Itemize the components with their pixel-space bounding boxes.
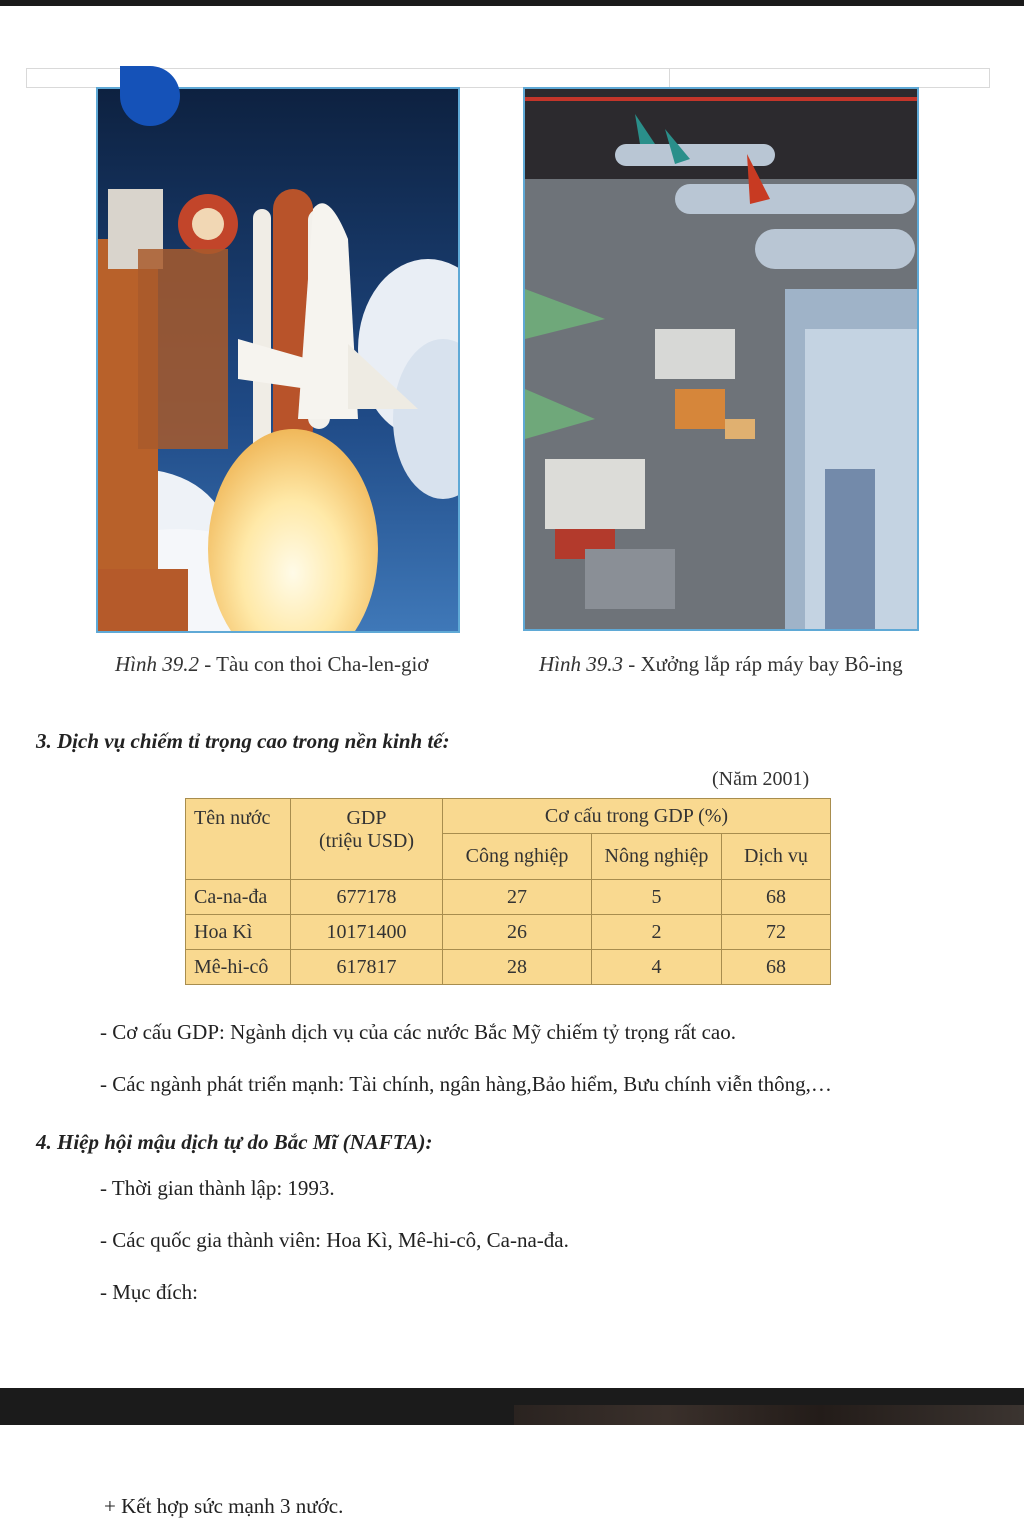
- cell-gdp: 677178: [291, 880, 443, 915]
- section-4-bullet-2: - Các quốc gia thành viên: Hoa Kì, Mê-hi-cô, Ca-na-đa.: [100, 1228, 569, 1252]
- cell-agriculture: 4: [592, 950, 722, 985]
- figure-text-2: - Xưởng lắp ráp máy bay Bô-ing: [623, 652, 903, 676]
- cell-services: 68: [722, 880, 831, 915]
- section-4-continuation: + Kết hợp sức mạnh 3 nước.: [104, 1494, 344, 1518]
- band-strip: [514, 1405, 1024, 1425]
- figure-caption-2: [539, 652, 903, 677]
- header-agriculture: Nông nghiệp: [592, 834, 722, 880]
- top-dark-bar: [0, 0, 1024, 6]
- section-4-bullet-3: - Mục đích:: [100, 1280, 198, 1304]
- cell-gdp: 617817: [291, 950, 443, 985]
- cell-country: Ca-na-đa: [186, 880, 291, 915]
- cell-industry: 26: [443, 915, 592, 950]
- section-4-heading: 4. Hiệp hội mậu dịch tự do Bắc Mĩ (NAFTA):: [36, 1130, 433, 1154]
- cell-country: Hoa Kì: [186, 915, 291, 950]
- ruler-divider: [669, 69, 670, 87]
- section-3-bullet-2: - Các ngành phát triển mạnh: Tài chính, ngân hàng,Bảo hiểm, Bưu chính viễn thông,…: [100, 1072, 832, 1096]
- cell-agriculture: 5: [592, 880, 722, 915]
- figure-label-1: Hình 39.2: [115, 652, 199, 676]
- header-services: Dịch vụ: [722, 834, 831, 880]
- figure-label-2: Hình 39.3: [539, 652, 623, 676]
- page-break-band: [0, 1388, 1024, 1425]
- section-4-bullet-1: - Thời gian thành lập: 1993.: [100, 1176, 335, 1200]
- figure-text-1: - Tàu con thoi Cha-len-giơ: [199, 652, 429, 676]
- cell-agriculture: 2: [592, 915, 722, 950]
- year-note: (Năm 2001): [712, 768, 810, 790]
- table-row: [186, 880, 831, 915]
- cell-country: Mê-hi-cô: [186, 950, 291, 985]
- figure-caption-1: [115, 652, 428, 677]
- space-shuttle-photo: [96, 87, 460, 633]
- cell-services: 68: [722, 950, 831, 985]
- header-gdp: [291, 799, 443, 880]
- table-row: [186, 915, 831, 950]
- cell-services: 72: [722, 915, 831, 950]
- table-row: [186, 950, 831, 985]
- header-gdp-unit: (triệu USD): [319, 830, 414, 852]
- header-gdp-label: GDP: [346, 807, 387, 829]
- floating-blue-button[interactable]: [120, 66, 180, 126]
- header-structure: Cơ cấu trong GDP (%): [443, 799, 831, 834]
- header-industry: Công nghiệp: [443, 834, 592, 880]
- aircraft-factory-photo: [523, 87, 919, 631]
- section-3-bullet-1: - Cơ cấu GDP: Ngành dịch vụ của các nước Bắc Mỹ chiếm tỷ trọng rất cao.: [100, 1020, 736, 1044]
- section-3-heading: 3. Dịch vụ chiếm tỉ trọng cao trong nền kinh tế:: [36, 729, 450, 753]
- cell-industry: 28: [443, 950, 592, 985]
- cell-gdp: 10171400: [291, 915, 443, 950]
- gdp-table: [185, 798, 831, 985]
- header-country: Tên nước: [186, 799, 291, 880]
- cell-industry: 27: [443, 880, 592, 915]
